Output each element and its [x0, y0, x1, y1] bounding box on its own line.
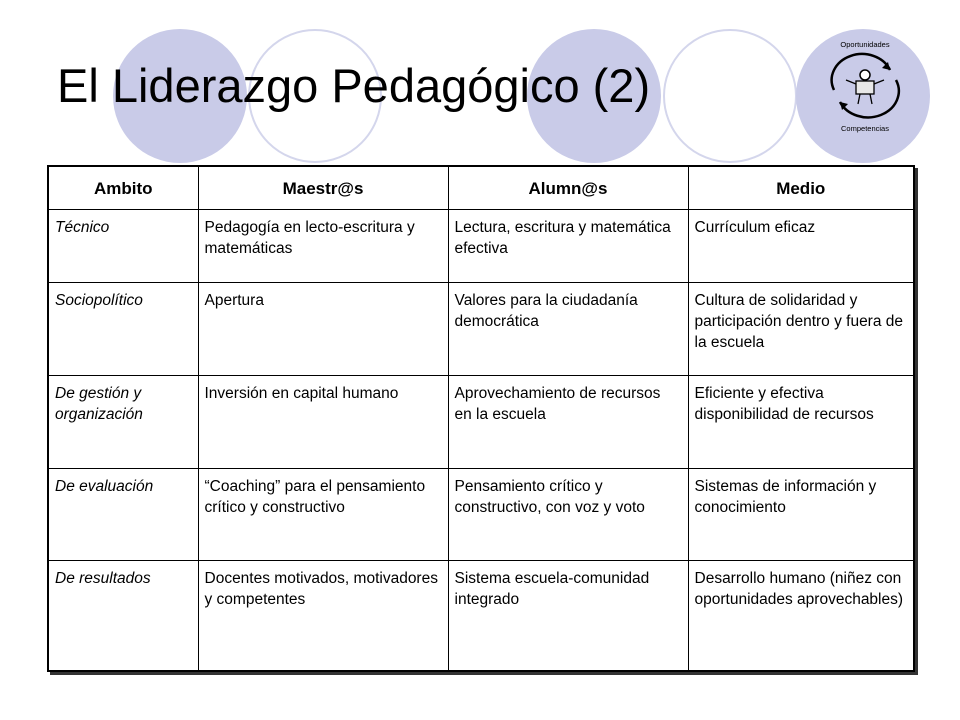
- leadership-table: [47, 165, 915, 672]
- cell-ambito: De resultados: [48, 561, 198, 671]
- cell-alumnos: Pensamiento crítico y constructivo, con voz y voto: [448, 469, 688, 561]
- table-row: [48, 283, 914, 376]
- cell-medio: Currículum eficaz: [688, 210, 914, 283]
- cell-alumnos: Aprovechamiento de recursos en la escuela: [448, 376, 688, 469]
- table-row: [48, 469, 914, 561]
- header-ambito: Ambito: [48, 166, 198, 210]
- header-row: [48, 166, 914, 210]
- decor-circle-4: [663, 29, 797, 163]
- cell-ambito: De gestión y organización: [48, 376, 198, 469]
- cell-maestros: Apertura: [198, 283, 448, 376]
- header-maestros: Maestr@s: [198, 166, 448, 210]
- cell-maestros: Docentes motivados, motivadores y competentes: [198, 561, 448, 671]
- cell-medio: Desarrollo humano (niñez con oportunidades aprovechables): [688, 561, 914, 671]
- header-medio: Medio: [688, 166, 914, 210]
- cell-maestros: “Coaching” para el pensamiento crítico y constructivo: [198, 469, 448, 561]
- cell-medio: Eficiente y efectiva disponibilidad de recursos: [688, 376, 914, 469]
- logo: [820, 38, 910, 138]
- cell-medio: Sistemas de información y conocimiento: [688, 469, 914, 561]
- slide-title: El Liderazgo Pedagógico (2): [57, 59, 651, 112]
- table-row: [48, 210, 914, 283]
- logo-top-text: Oportunidades: [840, 40, 890, 49]
- header-alumnos: Alumn@s: [448, 166, 688, 210]
- cell-medio: Cultura de solidaridad y participación dentro y fuera de la escuela: [688, 283, 914, 376]
- cell-alumnos: Lectura, escritura y matemática efectiva: [448, 210, 688, 283]
- children-cycle-icon: [820, 50, 910, 120]
- cell-ambito: Sociopolítico: [48, 283, 198, 376]
- table-row: [48, 561, 914, 671]
- cell-ambito: De evaluación: [48, 469, 198, 561]
- cell-ambito: Técnico: [48, 210, 198, 283]
- cell-maestros: Pedagogía en lecto-escritura y matemáticas: [198, 210, 448, 283]
- cell-maestros: Inversión en capital humano: [198, 376, 448, 469]
- table-row: [48, 376, 914, 469]
- cell-alumnos: Sistema escuela-comunidad integrado: [448, 561, 688, 671]
- logo-bottom-text: Competencias: [841, 124, 889, 133]
- cell-alumnos: Valores para la ciudadanía democrática: [448, 283, 688, 376]
